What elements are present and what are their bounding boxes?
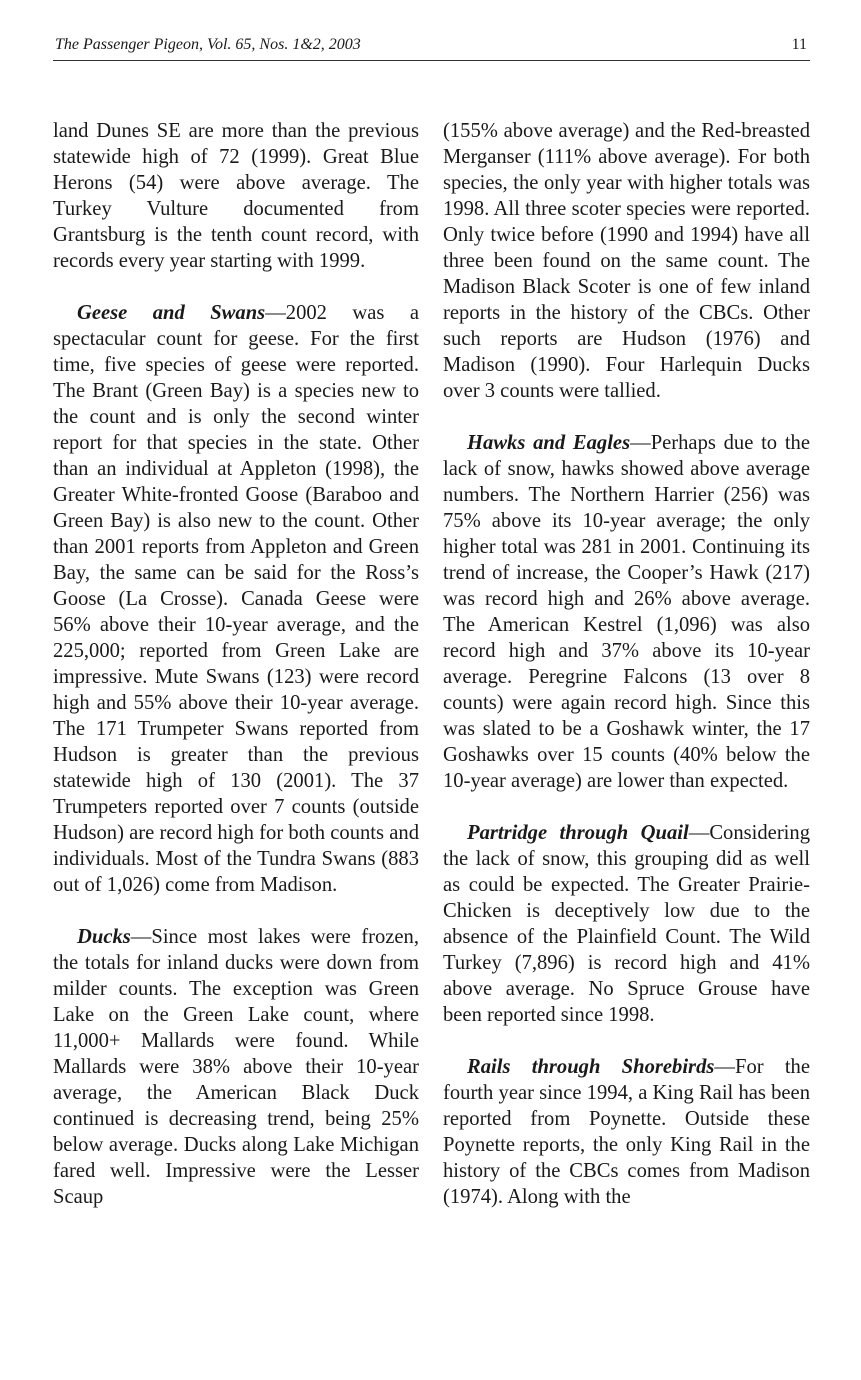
running-header: [53, 36, 810, 61]
paragraph-text: —For the fourth year since 1994, a King Rail has been reported from Poynette. Outside these Poynette reports, the only King Rail in the history of the CBCs comes from Madison (1974). Along with the: [443, 1056, 810, 1208]
journal-citation: The Passenger Pigeon, Vol. 65, Nos. 1&2, 2003: [55, 36, 361, 53]
section-heading-partridge-through-quail: Partridge through Quail: [467, 822, 689, 844]
paragraph-scoters-ducks-continued: [443, 118, 810, 404]
section-heading-rails-through-shorebirds: Rails through Shorebirds: [467, 1056, 715, 1078]
paragraph-text: —Considering the lack of snow, this grouping did as well as could be expected. The Greater Prairie-Chicken is deceptively low due to the absence of the Plainfield Count. The Wild Turkey (7,896) is record high and 41% above average. No Spruce Grouse have been reported since 1998.: [443, 822, 810, 1026]
left-column: [53, 118, 419, 1236]
paragraph-partridge-through-quail: [443, 820, 810, 1028]
paragraph-hawks-and-eagles: [443, 430, 810, 794]
paragraph-herons-vulture: [53, 118, 419, 274]
paragraph-ducks: [53, 924, 419, 1210]
right-column: [443, 118, 810, 1236]
paragraph-geese-and-swans: [53, 300, 419, 898]
paragraph-text: —2002 was a spectacular count for geese. For the first time, five species of geese were reported. The Brant (Green Bay) is a species new to the count and is only the second winter report for that species in the state. Other than an individual at Appleton (1998), the Greater White-fronted Goose (Baraboo and Green Bay) is also new to the count. Other than 2001 reports from Appleton and Green Bay, the same can be said for the Ross’s Goose (La Crosse). Canada Geese were 56% above their 10-year average, and the 225,000; reported from Green Lake are impressive. Mute Swans (123) were record high and 55% above their 10-year average. The 171 Trumpeter Swans reported from Hudson is greater than the previous statewide high of 130 (2001). The 37 Trumpeters reported over 7 counts (outside Hudson) are record high for both counts and individuals. Most of the Tundra Swans (883 out of 1,026) come from Madison.: [53, 302, 420, 896]
paragraph-rails-through-shorebirds: [443, 1054, 810, 1210]
paragraph-text: land Dunes SE are more than the previous statewide high of 72 (1999). Great Blue Herons (54) were above average. The Turkey Vulture documented from Grantsburg is the tenth count record, with records every year starting with 1999.: [53, 120, 419, 272]
paragraph-text: —Perhaps due to the lack of snow, hawks showed above average numbers. The Northern Harrier (256) was 75% above its 10-year average; the only higher total was 281 in 2001. Continuing its trend of increase, the Cooper’s Hawk (217) was record high and 26% above average. The American Kestrel (1,096) was also record high and 37% above its 10-year average. Peregrine Falcons (13 over 8 counts) were again record high. Since this was slated to be a Goshawk winter, the 17 Goshawks over 15 counts (40% below the 10-year average) are lower than expected.: [443, 432, 810, 792]
section-heading-geese-and-swans: Geese and Swans: [77, 302, 266, 324]
section-heading-ducks: Ducks: [77, 926, 131, 948]
page-number: 11: [791, 36, 807, 53]
paragraph-text: (155% above average) and the Red-breasted Merganser (111% above average). For both species, the only year with higher totals was 1998. All three scoter species were reported. Only twice before (1990 and 1994) have all three been found on the same count. The Madison Black Scoter is one of few inland reports in the history of the CBCs. Other such reports are Hudson (1976) and Madison (1990). Four Harlequin Ducks over 3 counts were tallied.: [443, 120, 810, 402]
section-heading-hawks-and-eagles: Hawks and Eagles: [467, 432, 631, 454]
paragraph-text: —Since most lakes were frozen, the totals for inland ducks were down from milder counts. The exception was Green Lake on the Green Lake count, where 11,000+ Mallards were found. While Mallards were 38% above their 10-year average, the American Black Duck continued is decreasing trend, being 25% below average. Ducks along Lake Michigan fared well. Impressive were the Lesser Scaup: [53, 926, 419, 1208]
